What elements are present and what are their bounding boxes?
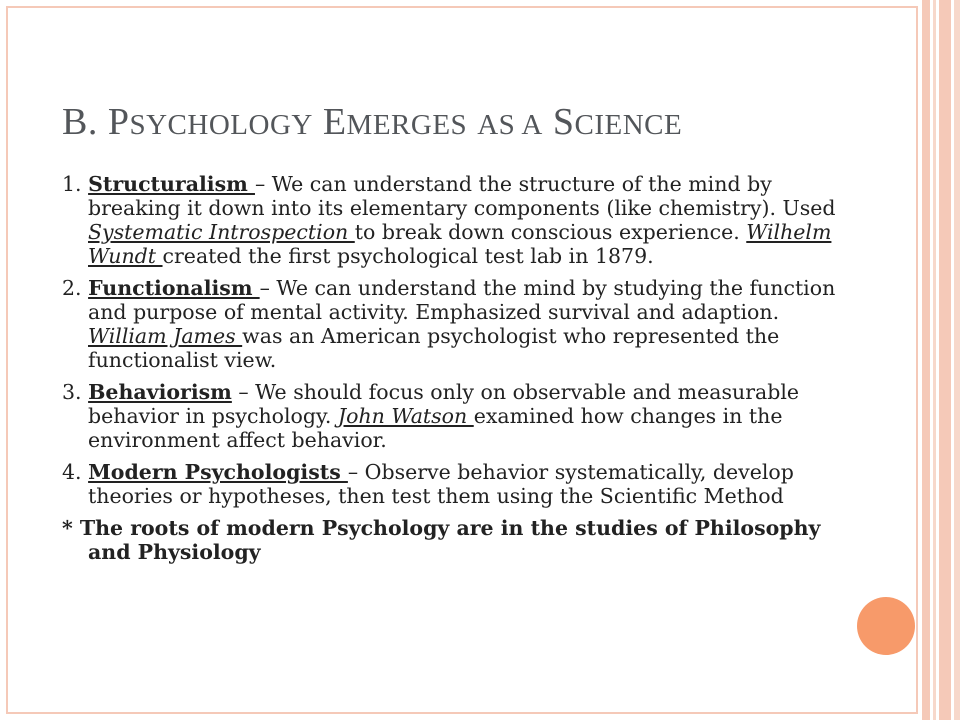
decorative-stripe — [954, 0, 960, 720]
method-systematic-introspection: Systematic Introspection — [88, 220, 355, 244]
term-modern-psychologists: Modern Psychologists — [88, 460, 348, 484]
person-john-watson: John Watson — [337, 404, 474, 428]
list-item-behaviorism: 3. Behaviorism – We should focus only on observable and measurable behavior in psychology. John Watson examined how changes in the environment affect behavior. — [62, 380, 800, 452]
person-wilhelm-wundt: Wilhelm Wundt — [88, 220, 832, 268]
list-item-functionalism: 2. Functionalism – We can understand the mind by studying the function and purpose of mental activity. Emphasized survival and adaption. William James was an American psychologist who represented the functionalist view. — [62, 276, 836, 372]
term-behaviorism: Behaviorism — [88, 380, 232, 404]
decorative-stripe — [939, 0, 951, 720]
decorative-stripe — [922, 0, 930, 720]
list-item-modern-psychologists: 4. Modern Psychologists – Observe behavior systematically, develop theories or hypotheses, then test them using the Scientific Method — [62, 460, 794, 508]
slide-title: B. PSYCHOLOGY EMERGES AS A SCIENCE — [62, 101, 683, 143]
summary-note: * The roots of modern Psychology are in the studies of Philosophy and Physiology — [62, 516, 821, 564]
term-functionalism: Functionalism — [88, 276, 260, 300]
list-item-structuralism: 1. Structuralism – We can understand the structure of the mind by breaking it down into its elementary components (like chemistry). Used Systematic Introspection to break down conscious experience. Wilhelm Wundt created the first psychological test lab in 1879. — [62, 172, 836, 268]
decorative-circle — [857, 597, 915, 655]
slide-body — [62, 172, 848, 564]
person-william-james: William James — [88, 324, 243, 348]
decorative-stripe — [933, 0, 936, 720]
term-structuralism: Structuralism — [88, 172, 255, 196]
